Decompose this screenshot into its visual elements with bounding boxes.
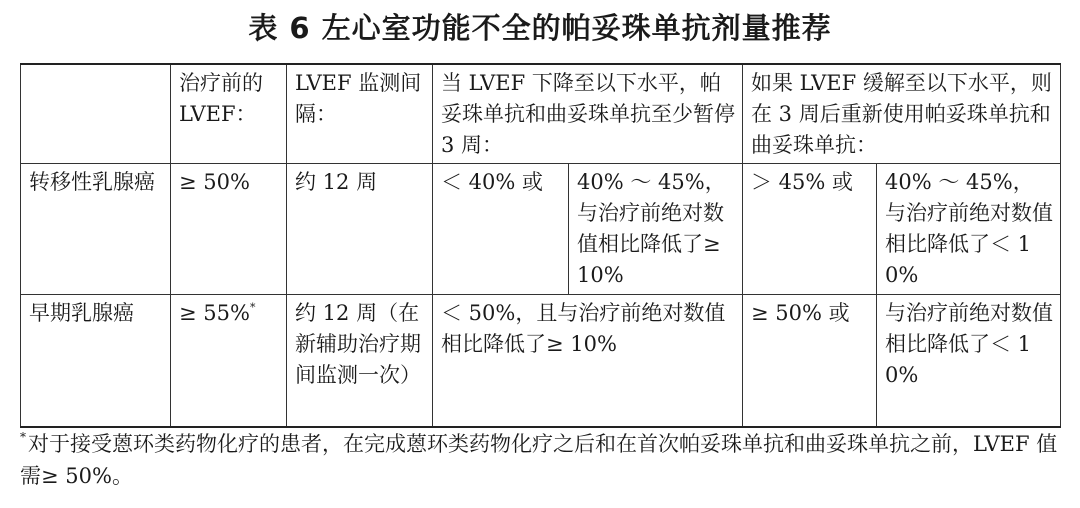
baseline-footnote-mark: * — [249, 301, 256, 314]
table-title: 表 6 左心室功能不全的帕妥珠单抗剂量推荐 — [248, 11, 832, 45]
baseline-cell — [171, 164, 287, 295]
resume-decrease-cell: 与治疗前绝对数值相比降低了＜ 10% — [877, 295, 1061, 427]
baseline-cell — [171, 295, 287, 427]
header-resume-criteria: 如果 LVEF 缓解至以下水平，则在 3 周后重新使用帕妥珠单抗和曲妥珠单抗： — [743, 64, 1061, 164]
pause-criteria-cell: ＜ 50%，且与治疗前绝对数值相比降低了≥ 10% — [433, 295, 743, 427]
baseline-value: ≥ 55% — [179, 301, 250, 325]
population-cell: 转移性乳腺癌 — [21, 164, 171, 295]
footnote-text: 对于接受蒽环类药物化疗的患者，在完成蒽环类药物化疗之后和在首次帕妥珠单抗和曲妥珠单抗之前，LVEF 值需≥ 50%。 — [20, 432, 1058, 488]
interval-cell: 约 12 周（在新辅助治疗期间监测一次） — [287, 295, 433, 427]
resume-threshold-cell: ＞ 45% 或 — [743, 164, 877, 295]
header-monitoring-interval: LVEF 监测间隔： — [287, 64, 433, 164]
pause-threshold-cell: ＜ 40% 或 — [433, 164, 569, 295]
baseline-value: ≥ 50% — [179, 170, 250, 194]
table-row-metastatic — [21, 164, 1061, 295]
dose-recommendation-table — [20, 63, 1061, 428]
resume-decrease-cell: 40% ～ 45%，与治疗前绝对数值相比降低了＜ 10% — [877, 164, 1061, 295]
resume-threshold-cell: ≥ 50% 或 — [743, 295, 877, 427]
population-cell: 早期乳腺癌 — [21, 295, 171, 427]
table-footnote — [20, 428, 1070, 492]
table-header-row — [21, 64, 1061, 164]
header-empty-cell — [21, 64, 171, 164]
pause-decrease-cell: 40% ～ 45%，与治疗前绝对数值相比降低了≥ 10% — [569, 164, 743, 295]
table-row-early — [21, 295, 1061, 427]
header-baseline-lvef: 治疗前的 LVEF： — [171, 64, 287, 164]
footnote-mark: * — [20, 430, 26, 444]
interval-cell: 约 12 周 — [287, 164, 433, 295]
header-pause-criteria: 当 LVEF 下降至以下水平，帕妥珠单抗和曲妥珠单抗至少暂停 3 周： — [433, 64, 743, 164]
